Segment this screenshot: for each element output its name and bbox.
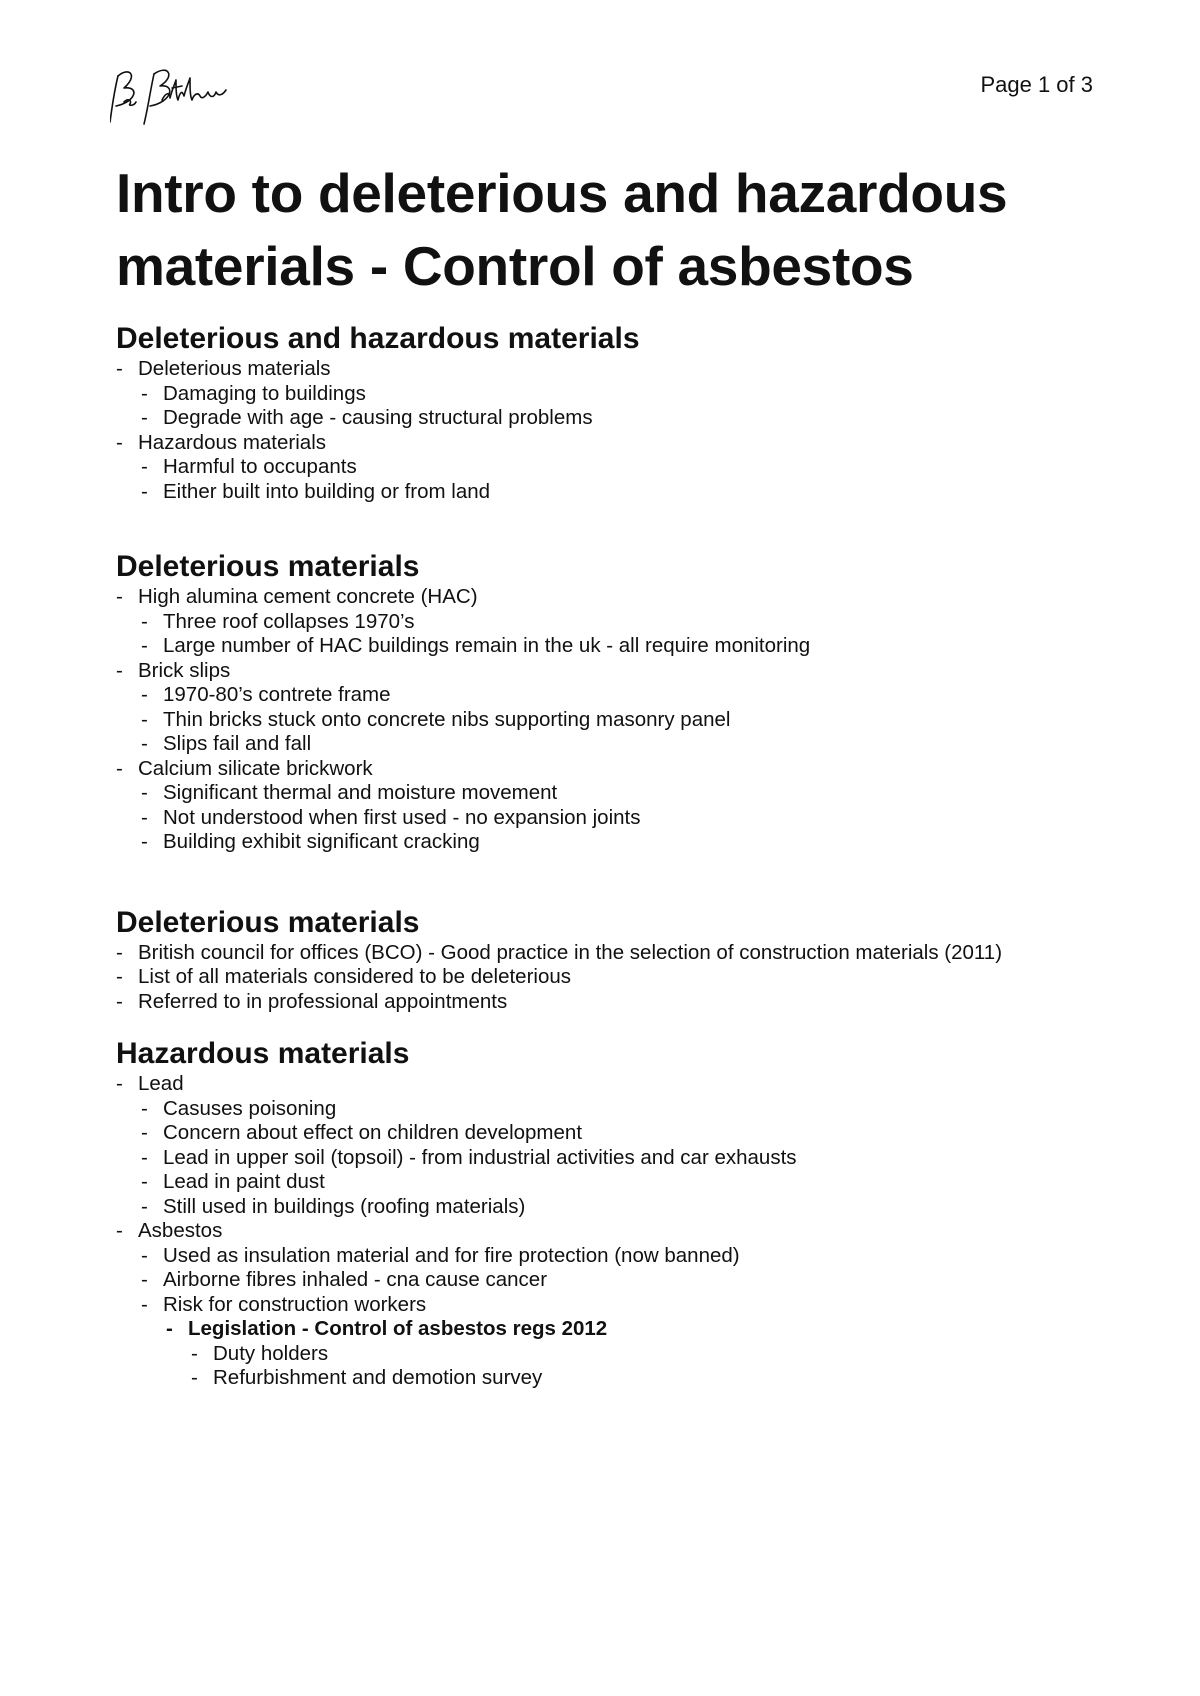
sub-list-item [191, 1366, 1116, 1391]
list-item-text: Three roof collapses 1970’s [163, 609, 415, 633]
list-item-text: Still used in buildings (roofing materials) [163, 1194, 526, 1218]
list-item-text: Used as insulation material and for fire protection (now banned) [163, 1243, 740, 1267]
list-item [116, 941, 1116, 966]
list-item-text: Lead [138, 1072, 184, 1095]
sub-list-item [141, 806, 1116, 831]
sub-list-item [141, 708, 1116, 733]
list-item [116, 1072, 1116, 1219]
list-item [116, 1219, 1116, 1391]
list-item-text: 1970-80’s contrete frame [163, 683, 391, 706]
sub-list-item [141, 382, 1116, 407]
sub-list-item [141, 480, 1116, 505]
list-item-text: Asbestos [138, 1219, 223, 1242]
list-item-text: Legislation - Control of asbestos regs 2012 [188, 1317, 608, 1340]
sub-list-item [141, 732, 1116, 757]
list-item-text: Brick slips [138, 658, 231, 682]
list-item-text: Risk for construction workers [163, 1292, 427, 1316]
bullet-list [116, 585, 1116, 855]
list-item [116, 965, 1116, 990]
list-item-text: High alumina cement concrete (HAC) [138, 585, 478, 608]
bullet-list [116, 1072, 1116, 1391]
sub-bullet-list [191, 1342, 1116, 1391]
list-item-text: Concern about effect on children development [163, 1121, 583, 1144]
sub-bullet-list [141, 455, 1116, 504]
sub-list-item [141, 1268, 1116, 1293]
sub-list-item [141, 1195, 1116, 1220]
sub-list-item [141, 406, 1116, 431]
list-item [116, 585, 1116, 659]
list-item-text: Harmful to occupants [163, 455, 357, 478]
section-heading: Deleterious and hazardous materials [116, 322, 640, 355]
list-item-text: Not understood when first used - no expansion joints [163, 805, 641, 829]
list-item-text: Deleterious materials [138, 357, 331, 380]
sub-bullet-list [141, 781, 1116, 855]
bullet-list [116, 941, 1116, 1015]
list-item-text: Building exhibit significant cracking [163, 830, 480, 853]
list-item-text: Duty holders [213, 1341, 329, 1365]
sub-bullet-list [141, 382, 1116, 431]
list-item-text: Refurbishment and demotion survey [213, 1366, 543, 1389]
sub-list-item [141, 830, 1116, 855]
list-item [116, 990, 1116, 1015]
list-item [116, 757, 1116, 855]
list-item-text: Lead in paint dust [163, 1170, 325, 1193]
sub-bullet-list [141, 683, 1116, 757]
sub-bullet-list [141, 1244, 1116, 1391]
list-item-text: Casuses poisoning [163, 1096, 337, 1120]
sub-list-item [166, 1317, 1116, 1391]
sub-list-item [141, 1170, 1116, 1195]
sub-list-item [141, 455, 1116, 480]
signature-icon [110, 62, 240, 132]
section-heading: Hazardous materials [116, 1037, 410, 1070]
list-item-text: Damaging to buildings [163, 381, 366, 405]
sub-list-item [141, 1121, 1116, 1146]
list-item-text: Slips fail and fall [163, 732, 312, 755]
sub-list-item [141, 1244, 1116, 1269]
list-item [116, 659, 1116, 757]
sub-list-item [141, 1146, 1116, 1171]
list-item-text: Airborne fibres inhaled - cna cause cancer [163, 1268, 548, 1291]
list-item-text: Hazardous materials [138, 430, 326, 454]
list-item-text: List of all materials considered to be deleterious [138, 965, 572, 988]
sub-list-item [141, 683, 1116, 708]
sections-container [116, 321, 1116, 1391]
sub-list-item [191, 1342, 1116, 1367]
sub-bullet-list [141, 610, 1116, 659]
sub-list-item [141, 610, 1116, 635]
section [116, 1036, 1116, 1391]
section [116, 321, 1116, 504]
sub-bullet-list [166, 1317, 1116, 1391]
document-content [116, 157, 1116, 1391]
list-item-text: Calcium silicate brickwork [138, 756, 373, 780]
list-item [116, 431, 1116, 505]
section [116, 905, 1116, 1015]
section-heading: Deleterious materials [116, 550, 420, 583]
list-item-text: Thin bricks stuck onto concrete nibs supporting masonry panel [163, 707, 731, 731]
list-item-text: Large number of HAC buildings remain in the uk - all require monitoring [163, 634, 811, 657]
page-number: Page 1 of 3 [980, 72, 1093, 97]
section [116, 549, 1116, 855]
sub-bullet-list [141, 1097, 1116, 1220]
sub-list-item [141, 781, 1116, 806]
list-item-text: Degrade with age - causing structural problems [163, 406, 593, 429]
sub-list-item [141, 634, 1116, 659]
list-item-text: Referred to in professional appointments [138, 989, 508, 1013]
list-item-text: Either built into building or from land [163, 479, 491, 503]
list-item [116, 357, 1116, 431]
list-item-text: Lead in upper soil (topsoil) - from industrial activities and car exhausts [163, 1145, 797, 1169]
sub-list-item [141, 1293, 1116, 1391]
list-item-text: British council for offices (BCO) - Good practice in the selection of construction materials (2011) [138, 940, 1003, 964]
bullet-list [116, 357, 1116, 504]
list-item-text: Significant thermal and moisture movement [163, 781, 558, 804]
sub-list-item [141, 1097, 1116, 1122]
page-title: Intro to deleterious and hazardous materials - Control of asbestos [116, 162, 1008, 297]
section-heading: Deleterious materials [116, 905, 420, 939]
